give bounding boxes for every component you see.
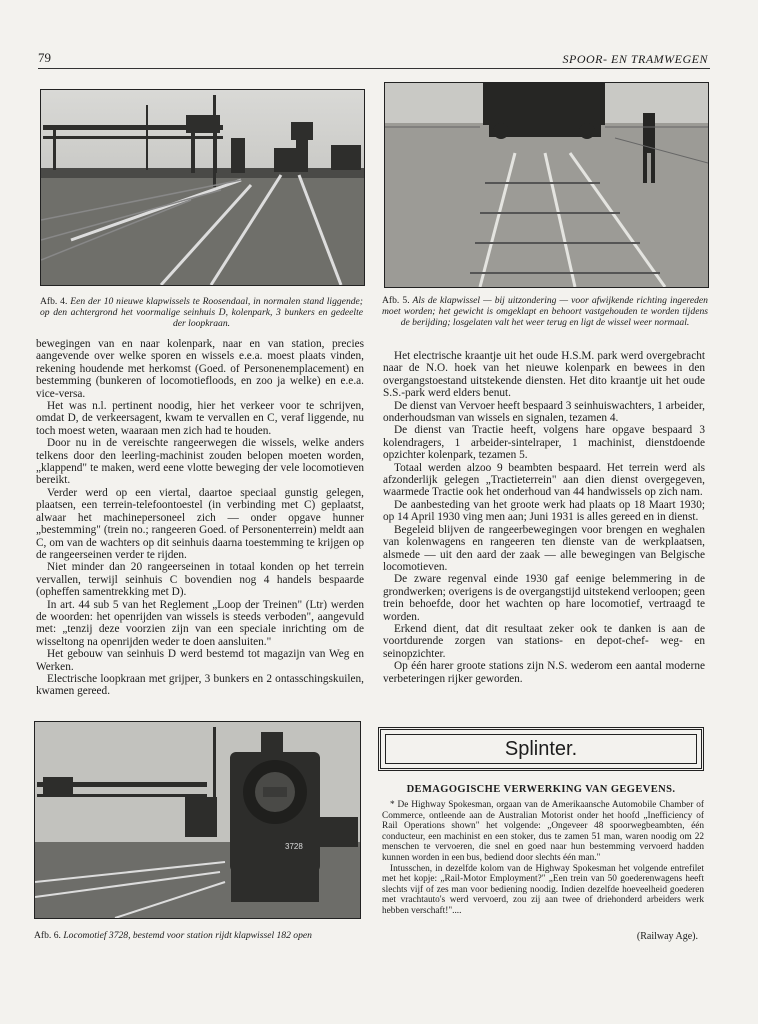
splinter-source: (Railway Age). xyxy=(636,931,698,942)
paragraph: De zware regenval einde 1930 gaf eenige belemmering in de grondwerken; overigens is de overgangstijd uitstekend verloopen; geen trein behoefde, door het wachten op hare locomotief, vertraagd te worden. xyxy=(383,573,705,623)
splinter-body xyxy=(382,800,704,917)
paragraph: Op één harer groote stations zijn N.S. wederom een aantal moderne verbeteringen rijker geworden. xyxy=(383,660,705,685)
figure-tag: Afb. 6. xyxy=(34,930,61,941)
caption-afb-5 xyxy=(382,295,708,328)
header-rule xyxy=(38,68,710,69)
splinter-title-box xyxy=(378,727,704,771)
caption-afb-6 xyxy=(34,930,364,941)
paragraph: De aanbesteding van het groote werk had plaats op 18 Maart 1930; op 14 April 1930 ving men aan; Juni 1931 is alles gereed en in dienst. xyxy=(383,498,705,524)
photo-afb-4 xyxy=(40,89,365,286)
railway-yard-photo xyxy=(41,90,364,285)
figure-caption-text: Een der 10 nieuwe klapwissels te Roosendaal, in normalen stand liggende; op den achtergrond het voormalige seinhuis D, kolenpark, 3 bunkers en gedeelte der loopkraan. xyxy=(40,296,363,329)
paragraph: De dienst van Vervoer heeft bespaard 3 seinhuiswachters, 1 arbeider, onderhoudsman van wissels en signalen, tezamen 4. xyxy=(383,399,705,425)
paragraph: Electrische loopkraan met grijper, 3 bunkers en 2 ontasschingskuilen, kwamen gereed. xyxy=(36,672,364,698)
splinter-heading: DEMAGOGISCHE VERWERKING VAN GEGEVENS. xyxy=(406,784,676,795)
caption-afb-4 xyxy=(40,296,363,329)
paragraph: In art. 44 sub 5 van het Reglement „Loop der Treinen" (Ltr) werden de woorden: het openrijden van wissels is steeds verboden", aangevuld met: „tenzij deze voorzien zijn van een speciale inrichting om de wisseltong na openrijden weder te doen aansluiten." xyxy=(36,598,364,648)
paragraph: Door nu in de vereischte rangeerwegen die wissels, welke anders telkens door den leerling-machinist zouden belopen moeten worden, „klappend" te maken, werd eene vlotte beweging der vele locomotieven bereikt. xyxy=(36,437,364,487)
paragraph: bewegingen van en naar kolenpark, naar en van station, precies aangevende over welke sporen en wissels e.e.a. moest plaats vinden, rekening houdende met herkomst (Goed. of Personenemplacement) en bestemming (bunkeren of locomotiefloods, en zoo ja welke) en e.e.a. vice-versa. xyxy=(36,338,364,400)
right-column xyxy=(383,350,705,685)
photo-afb-5 xyxy=(384,82,709,288)
locomotive-number-plate: 3728 xyxy=(285,842,303,851)
figure-tag: Afb. 5. xyxy=(382,295,410,306)
figure-caption-text: Als de klapwissel — bij uitzondering — voor afwijkende richting ingereden moet worden; het gewicht is omgeklapt en behoort vastgehouden te worden tijdens de berijding; losgelaten valt het weer terug en ligt de wissel weer normaal. xyxy=(382,295,708,328)
paragraph: Het electrische kraantje uit het oude H.S.M. park werd overgebracht naar de N.O. hoek van het nieuwe kolenpark en bewees in den overgangstoestand uitstekende diensten. Het dito kraantje uit het oude S.S.-park werd elders benut. xyxy=(383,350,705,400)
railway-switch-photo xyxy=(385,83,708,287)
page-number: 79 xyxy=(38,50,51,65)
paragraph: * De Highway Spokesman, orgaan van de Amerikaansche Automobile Chamber of Commerce, ontleende aan de Australian Motorist onder het hoofd „Inefficiency of Rail Operations shown" het volgende: „Ongeveer 48 spoorwegbeambten, één conducteur, een machinist en een stoker, dus te zamen 51 man, waren noodig om 22 menschen te vervoeren, die snel en goed naar hun bestemming vervoerd hadden kunnen worden in een bus, bediend door slechts één man." xyxy=(382,800,704,863)
locomotive-photo xyxy=(35,722,360,918)
figure-tag: Afb. 4. xyxy=(40,296,68,307)
photo-afb-6 xyxy=(34,721,361,919)
splinter-title: Splinter. xyxy=(504,737,578,760)
paragraph: Verder werd op een viertal, daartoe speciaal gunstig gelegen, plaatsen, een terrein-telefoontoestel (in verbinding met C) geplaatst, alwaar het machinepersoneel zich — onder opgave hunner „bestemming" (trein no.; rangeeren Goed. of Personenterrein) meldt aan C, om van de wachters op dit seinhuis daarna toestemming te krijgen op de rangeerseinen verder te rijden. xyxy=(36,486,364,561)
paragraph: Begeleid blijven de rangeerbewegingen voor brengen en weghalen van kolenwagens en rangeeren ten dienste van de werkplaatsen, alsmede — uit den aard der zaak — alle bewegingen van Belgische locomotieven. xyxy=(383,523,705,573)
paragraph: Intusschen, in dezelfde kolom van de Highway Spokesman het volgende entrefilet met het kopje: „Rail-Motor Employment?" „Een trein van 50 goederenwagens heeft slechts vijf of zes man voor bediening noodig. Indien dezelfde hoeveelheid goederen met vrachtauto's werd vervoerd, zou zij aan twee of driehonderd arbeiders werk hebben verschaft!".... xyxy=(382,863,704,916)
paragraph: De dienst van Tractie heeft, volgens hare opgave bespaard 3 kolendragers, 1 arbeider-sintelraper, 1 machinist, dienstdoende opzichter kolenpark, tezamen 5. xyxy=(383,424,705,462)
left-column xyxy=(36,338,364,698)
paragraph: Totaal werden alzoo 9 beambten bespaard. Het terrein werd als afzonderlijk gelegen „Tractieterrein" aan dien dienst overgegeven, waarmede Tractie ook het onderhoud van 44 handwissels op zich nam. xyxy=(383,461,705,499)
figure-caption-text: Locomotief 3728, bestemd voor station rijdt klapwissel 182 open xyxy=(63,930,312,941)
paragraph: Erkend dient, dat dit resultaat zeker ook te danken is aan de voortdurende zorgen van stations- en depot-chef- weg- en seinopzichter. xyxy=(383,622,705,660)
paragraph: Niet minder dan 20 rangeerseinen in totaal konden op het terrein vervallen, terwijl seinhuis C bovendien nog 4 handels bespaarde (opheffen samentrekking met D). xyxy=(36,561,364,599)
running-title: SPOOR- EN TRAMWEGEN xyxy=(562,52,708,66)
paragraph: Het gebouw van seinhuis D werd bestemd tot magazijn van Weg en Werken. xyxy=(36,648,364,673)
paragraph: Het was n.l. pertinent noodig, hier het verkeer voor te schrijven, omdat D, de verkeersagent, kwam te vervallen en C, veraf liggende, nu toch moest weten, waaraan men zich had te houden. xyxy=(36,400,364,437)
